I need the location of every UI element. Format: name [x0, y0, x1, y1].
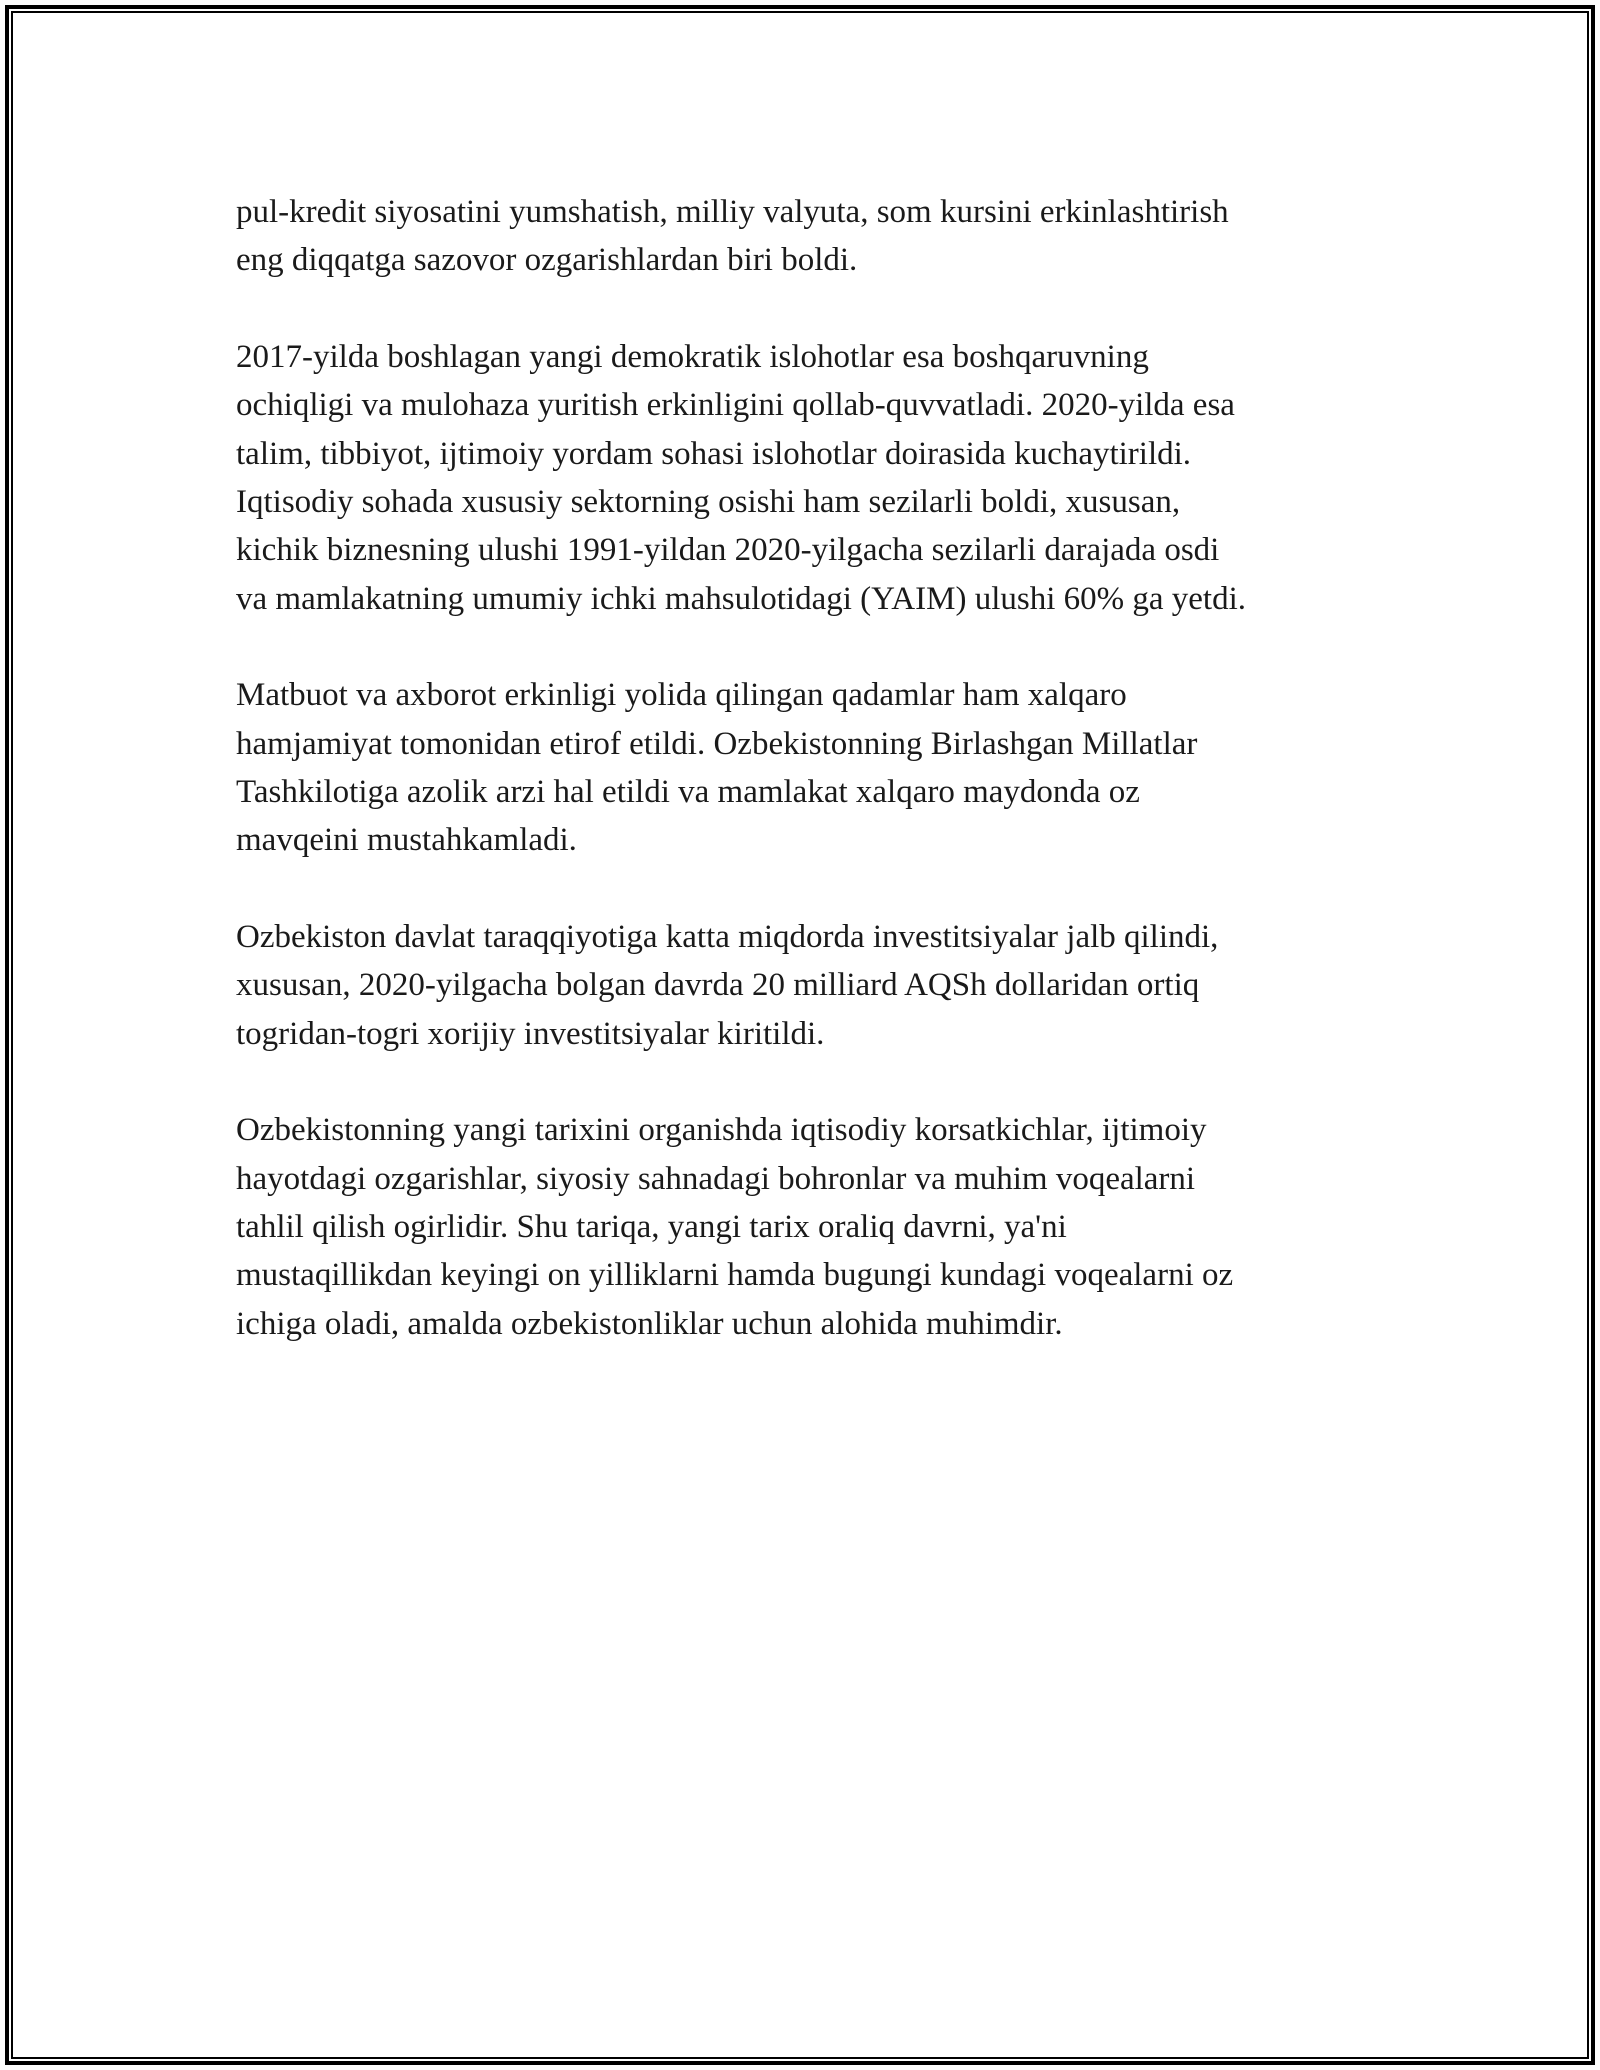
paragraph-5: Ozbekistonning yangi tarixini organishda iqtisodiy korsatkichlar, ijtimoiy hayotdagi ozgarishlar, siyosiy sahnadagi bohronlar va muhim voqealarni tahlil qilish ogirlidir. Shu tariqa, yangi tarix oraliq davrni, ya'ni mustaqillikdan keyingi on yilliklarni hamda bugungi kundagi voqealarni oz ichiga oladi, amalda ozbekistonliklar uchun alohida muhimdir.: [236, 1112, 1234, 1342]
document-body: [236, 188, 1386, 1396]
paragraph-4: Ozbekiston davlat taraqqiyotiga katta miqdorda investitsiyalar jalb qilindi, xususan, 2020-yilgacha bolgan davrda 20 milliard AQSh dollaridan ortiq togridan-togri xorijiy investitsiyalar kiritildi.: [236, 918, 1219, 1052]
paragraph-2: 2017-yilda boshlagan yangi demokratik islohotlar esa boshqaruvning ochiqligi va mulohaza yuritish erkinligini qollab-quvvatladi. 2020-yilda esa talim, tibbiyot, ijtimoiy yordam sohasi islohotlar doirasida kuchaytirildi. Iqtisodiy sohada xususiy sektorning osishi ham sezilarli boldi, xususan, kichik biznesning ulushi 1991-yildan 2020-yilgacha sezilarli darajada osdi va mamlakatning umumiy ichki mahsulotidagi (YAIM) ulushi 60% ga yetdi.: [236, 338, 1247, 617]
paragraph-3: Matbuot va axborot erkinligi yolida qilingan qadamlar ham xalqaro hamjamiyat tomonidan etirof etildi. Ozbekistonning Birlashgan Millatlar Tashkilotiga azolik arzi hal etildi va mamlakat xalqaro maydonda oz mavqeini mustahkamladi.: [236, 677, 1198, 859]
paragraph-1: pul-kredit siyosatini yumshatish, milliy valyuta, som kursini erkinlashtirish eng diqqatga sazovor ozgarishlardan biri boldi.: [236, 194, 1229, 279]
